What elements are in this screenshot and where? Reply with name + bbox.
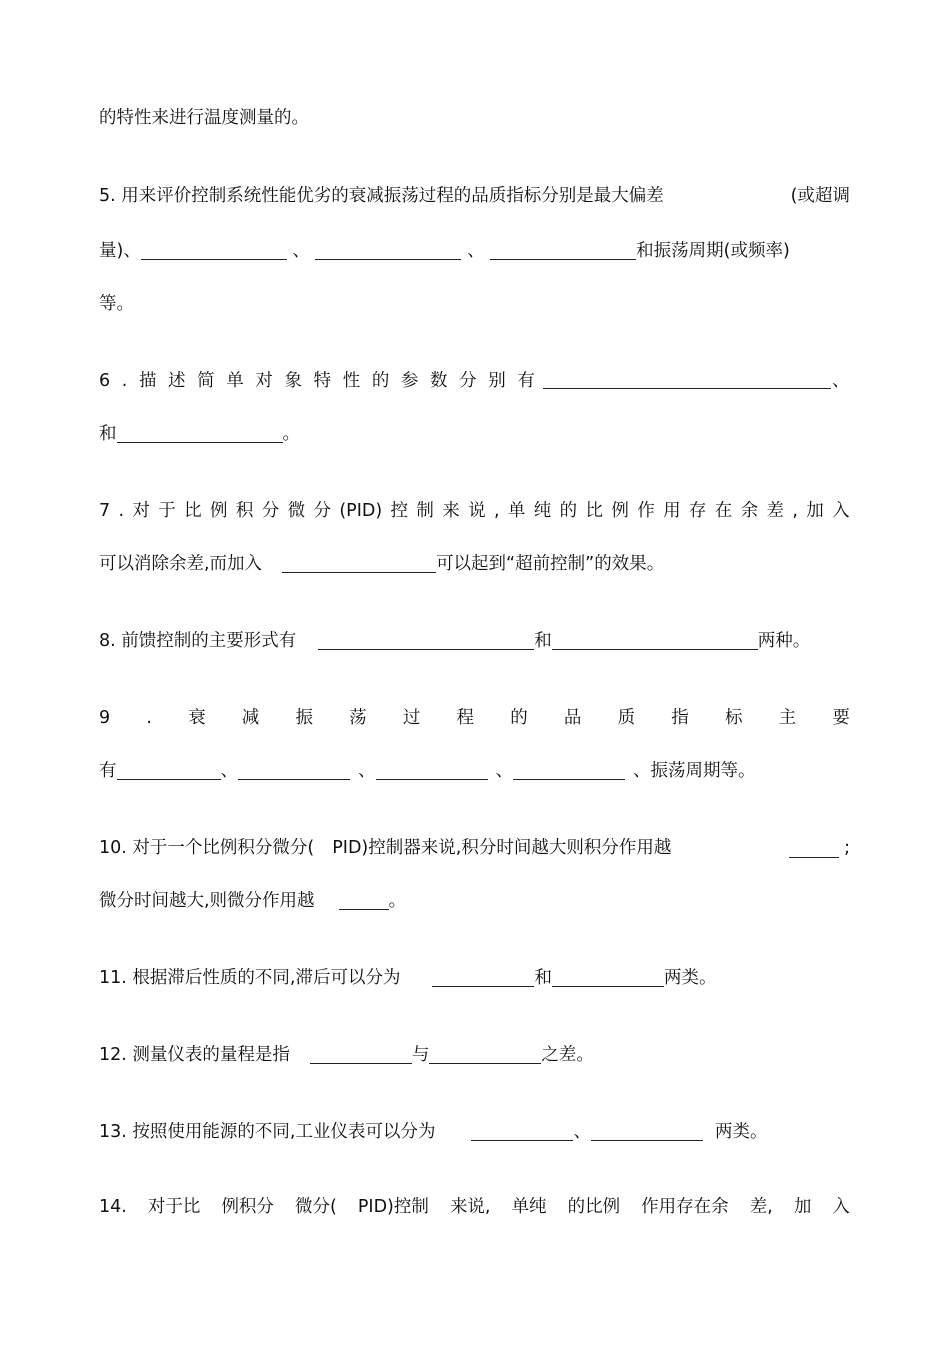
- answer-blank[interactable]: [471, 1120, 573, 1141]
- text-glyph: 制: [416, 501, 434, 521]
- question-12-line: 12. 测量仪表的量程是指 与 之差。: [99, 1045, 594, 1065]
- text-glyph: 指: [671, 708, 689, 728]
- text-glyph: ,: [792, 501, 798, 521]
- text-glyph: 性: [342, 371, 361, 391]
- text-glyph: 参: [400, 371, 419, 391]
- question-5-line-1: 5. 用来评价控制系统性能优劣的衰减振荡过程的品质指标分别是最大偏差 (或超调: [99, 186, 850, 206]
- question-14-line: [99, 1192, 850, 1222]
- text-glyph: 存: [688, 501, 707, 521]
- text-glyph: 衰: [188, 708, 206, 728]
- text-glyph: 有: [517, 371, 535, 391]
- text-glyph: 的: [559, 501, 578, 521]
- answer-blank[interactable]: [789, 837, 839, 858]
- text-glyph: .: [118, 501, 125, 521]
- text-glyph: 来: [442, 501, 460, 521]
- question-6-text: [99, 366, 535, 396]
- text-glyph: ,: [493, 501, 500, 521]
- text-glyph: 对于比: [147, 1197, 201, 1217]
- text-glyph: 述: [168, 371, 186, 391]
- text-glyph: 例: [210, 501, 228, 521]
- text-glyph: 积: [235, 501, 254, 521]
- text-glyph: 作用存在余: [641, 1197, 729, 1217]
- text-glyph: 14.: [99, 1197, 127, 1217]
- text-glyph: 的: [371, 371, 390, 391]
- text-glyph: 入: [832, 501, 850, 521]
- text-glyph: 要: [832, 708, 850, 728]
- question-5-line-2: 量)、 、 、 和振荡周期(或频率): [99, 241, 790, 261]
- text-glyph: 例: [611, 501, 629, 521]
- answer-blank[interactable]: [282, 552, 436, 573]
- text-glyph: 差,: [749, 1197, 773, 1217]
- line-1: 的特性来进行温度测量的。: [99, 108, 309, 128]
- text-glyph: 于: [158, 501, 176, 521]
- text-glyph: 来说,: [449, 1197, 491, 1217]
- answer-blank[interactable]: [552, 966, 664, 987]
- text-glyph: 分: [313, 501, 331, 521]
- answer-blank[interactable]: [543, 368, 831, 389]
- answer-blank[interactable]: [238, 759, 350, 780]
- text-glyph: 余: [740, 501, 759, 521]
- answer-blank[interactable]: [315, 239, 461, 260]
- text-glyph: 对: [132, 501, 150, 521]
- text-glyph: 减: [241, 708, 260, 728]
- text-glyph: (PID): [339, 501, 383, 521]
- answer-blank[interactable]: [318, 629, 534, 650]
- answer-blank[interactable]: [591, 1120, 703, 1141]
- text-glyph: 入: [832, 1197, 850, 1217]
- question-9-line-1: [99, 703, 850, 733]
- text-glyph: 加: [806, 501, 824, 521]
- answer-blank[interactable]: [552, 629, 758, 650]
- text-glyph: 象: [284, 371, 302, 391]
- answer-blank[interactable]: [141, 239, 287, 260]
- question-7-line-2: 可以消除余差,而加入 可以起到“超前控制”的效果。: [99, 554, 665, 574]
- text-glyph: 振: [295, 708, 313, 728]
- text-glyph: 分: [261, 501, 280, 521]
- question-6-line-1: 6 . 描 述 简 单 对 象 特 性 的 参 数 分 别 有 、: [99, 366, 848, 396]
- text-glyph: 微分(: [294, 1197, 337, 1217]
- text-glyph: 描: [138, 371, 157, 391]
- text-glyph: 过: [402, 708, 421, 728]
- question-14-text: [99, 1192, 850, 1222]
- text-glyph: 用: [663, 501, 681, 521]
- text-glyph: 7: [99, 501, 111, 521]
- text-glyph: 微: [287, 501, 306, 521]
- text-glyph: 对: [255, 371, 273, 391]
- text-glyph: 的比例: [567, 1197, 621, 1217]
- text-glyph: 荡: [349, 708, 367, 728]
- text-glyph: 9: [99, 708, 111, 728]
- text-glyph: 例积分: [221, 1197, 274, 1217]
- answer-blank[interactable]: [490, 239, 636, 260]
- question-8-line: 8. 前馈控制的主要形式有 和 两种。: [99, 631, 811, 651]
- text-glyph: 加: [793, 1197, 812, 1217]
- text-glyph: 分: [459, 371, 477, 391]
- text-glyph: 作: [637, 501, 655, 521]
- question-10-line-2: 微分时间越大,则微分作用越 。: [99, 891, 407, 911]
- text-glyph: 的: [510, 708, 528, 728]
- text-glyph: 单: [226, 371, 244, 391]
- text-glyph: .: [121, 371, 128, 391]
- text-glyph: 比: [585, 501, 603, 521]
- question-9-line-2: 有 、 、 、 、振荡周期等。: [99, 761, 756, 781]
- answer-blank[interactable]: [339, 889, 389, 910]
- text-glyph: 简: [197, 371, 215, 391]
- answer-blank[interactable]: [310, 1043, 412, 1064]
- question-5-line-3: 等。: [99, 294, 134, 314]
- text-glyph: 程: [456, 708, 475, 728]
- text-glyph: 比: [184, 501, 202, 521]
- text-glyph: 单: [507, 501, 526, 521]
- answer-blank[interactable]: [376, 759, 488, 780]
- text-glyph: 别: [488, 371, 506, 391]
- text-glyph: 说: [468, 501, 486, 521]
- text-glyph: 在: [714, 501, 733, 521]
- text-glyph: 差: [766, 501, 784, 521]
- text-glyph: 6: [99, 371, 111, 391]
- text-glyph: 品: [563, 708, 582, 728]
- text-glyph: .: [146, 708, 152, 728]
- text-glyph: 数: [430, 371, 448, 391]
- question-6-line-2: 和 。: [99, 424, 300, 444]
- answer-blank[interactable]: [432, 966, 534, 987]
- text-glyph: 标: [724, 708, 743, 728]
- answer-blank[interactable]: [117, 422, 283, 443]
- text-glyph: 纯: [533, 501, 552, 521]
- answer-blank[interactable]: [117, 759, 221, 780]
- question-11-line: 11. 根据滞后性质的不同,滞后可以分为 和 两类。: [99, 968, 717, 988]
- text-glyph: 单纯: [511, 1197, 547, 1217]
- question-10-line-1: 10. 对于一个比例积分微分( PID)控制器来说,积分时间越大则积分作用越 ;: [99, 838, 850, 858]
- text-glyph: 质: [617, 708, 636, 728]
- question-9-text: [99, 703, 850, 733]
- answer-blank[interactable]: [429, 1043, 541, 1064]
- answer-blank[interactable]: [513, 759, 625, 780]
- text-glyph: 控: [390, 501, 409, 521]
- text-glyph: 特: [313, 371, 332, 391]
- text-glyph: PID)控制: [357, 1197, 429, 1217]
- text-glyph: 主: [778, 708, 797, 728]
- question-7-line-1: [99, 496, 850, 526]
- question-13-line: 13. 按照使用能源的不同,工业仪表可以分为 、 两类。: [99, 1122, 768, 1142]
- question-7-text: [99, 496, 850, 526]
